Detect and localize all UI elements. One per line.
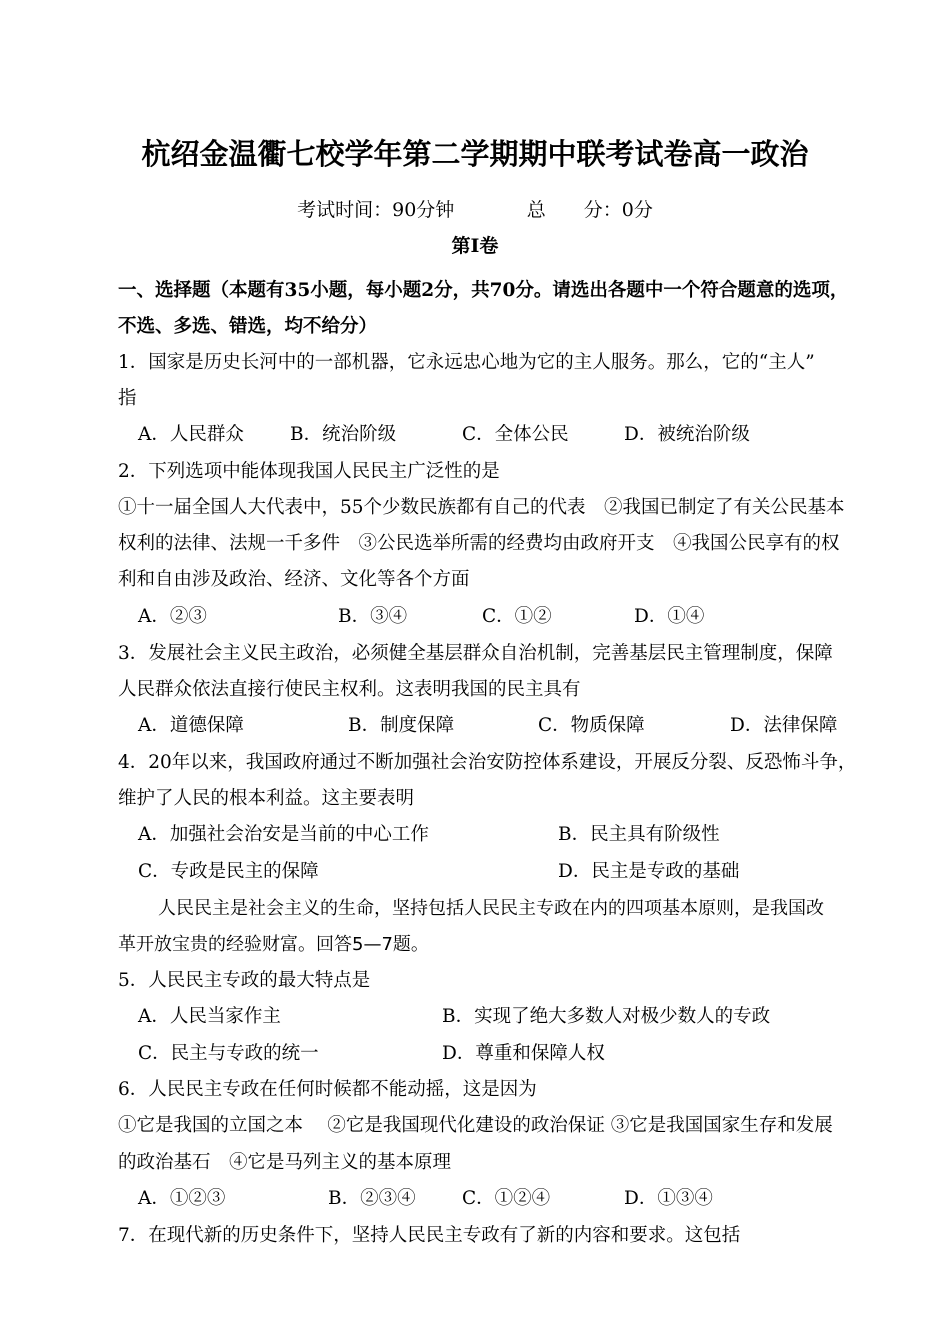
q2-option-d: D．①④ (634, 606, 705, 627)
q4-option-a: A．加强社会治安是当前的中心工作 (138, 824, 429, 845)
q2-line2: 权利的法律、法规一千多件 ③公民选举所需的经费均由政府开支 ④我国公民享有的权 (118, 533, 840, 554)
q5-option-b: B．实现了绝大多数人对极少数人的专政 (442, 1006, 771, 1027)
q6-option-c: C．①②④ (462, 1188, 551, 1209)
q5-option-a: A．人民当家作主 (138, 1006, 281, 1027)
q4-option-b: B．民主具有阶级性 (558, 824, 720, 845)
q6-stem: 6．人民民主专政在任何时候都不能动摇，这是因为 (118, 1079, 537, 1100)
q4-option-d: D．民主是专政的基础 (558, 861, 740, 882)
q7-stem: 7．在现代新的历史条件下，坚持人民民主专政有了新的内容和要求。这包括 (118, 1225, 741, 1246)
q4-line2: 维护了人民的根本利益。这主要表明 (118, 788, 415, 809)
q1-line1: 1．国家是历史长河中的一部机器，它永远忠心地为它的主人服务。那么，它的“主人” (118, 352, 815, 373)
exam-title: 杭绍金温衢七校学年第二学期期中联考试卷高一政治 (141, 137, 809, 171)
q6-option-b: B．②③④ (328, 1188, 416, 1209)
q6-line1: ①它是我国的立国之本 ②它是我国现代化建设的政治保证 ③它是我国国家生存和发展 (118, 1115, 833, 1136)
q4-option-c: C．专政是民主的保障 (138, 861, 319, 882)
passage-line1: 人民民主是社会主义的生命，坚持包括人民民主专政在内的四项基本原则，是我国改 (158, 898, 824, 919)
exam-total-score: 总 分：0分 (526, 199, 653, 221)
q3-option-a: A．道德保障 (138, 715, 244, 736)
q1-option-a: A．人民群众 (138, 424, 244, 445)
q4-line1: 4．20年以来，我国政府通过不断加强社会治安防控体系建设，开展反分裂、反恐怖斗争， (118, 752, 857, 773)
q5-option-d: D．尊重和保障人权 (442, 1043, 605, 1064)
q3-line2: 人民群众依法直接行使民主权利。这表明我国的民主具有 (118, 679, 581, 700)
q3-option-b: B．制度保障 (348, 715, 455, 736)
q2-option-c: C．①② (482, 606, 552, 627)
q1-option-b: B．统治阶级 (290, 424, 397, 445)
q1-line2: 指 (118, 388, 137, 409)
q5-stem: 5．人民民主专政的最大特点是 (118, 970, 371, 991)
volume-heading: 第Ⅰ卷 (451, 235, 499, 257)
q2-option-a: A．②③ (138, 606, 207, 627)
q6-option-d: D．①③④ (624, 1188, 713, 1209)
q2-line3: 利和自由涉及政治、经济、文化等各个方面 (118, 569, 470, 590)
q3-line1: 3．发展社会主义民主政治，必须健全基层群众自治机制，完善基层民主管理制度，保障 (118, 643, 833, 664)
exam-time: 考试时间：90分钟 (297, 199, 455, 221)
q6-line2: 的政治基石 ④它是马列主义的基本原理 (118, 1152, 452, 1173)
q2-line1: ①十一届全国人大代表中，55个少数民族都有自己的代表 ②我国已制定了有关公民基本 (118, 497, 845, 518)
q3-option-c: C．物质保障 (538, 715, 645, 736)
section-heading-line2: 不选、多选、错选，均不给分） (118, 316, 378, 337)
passage-line2: 革开放宝贵的经验财富。回答5—7题。 (118, 934, 429, 955)
q1-option-c: C．全体公民 (462, 424, 569, 445)
q6-option-a: A．①②③ (138, 1188, 226, 1209)
section-heading-line1: 一、选择题（本题有35小题，每小题2分，共70分。请选出各题中一个符合题意的选项， (118, 280, 849, 301)
q2-option-b: B．③④ (338, 606, 408, 627)
q1-option-d: D．被统治阶级 (624, 424, 750, 445)
q5-option-c: C．民主与专政的统一 (138, 1043, 319, 1064)
q2-stem: 2．下列选项中能体现我国人民民主广泛性的是 (118, 461, 500, 482)
exam-info (0, 198, 950, 222)
q3-option-d: D．法律保障 (730, 715, 838, 736)
